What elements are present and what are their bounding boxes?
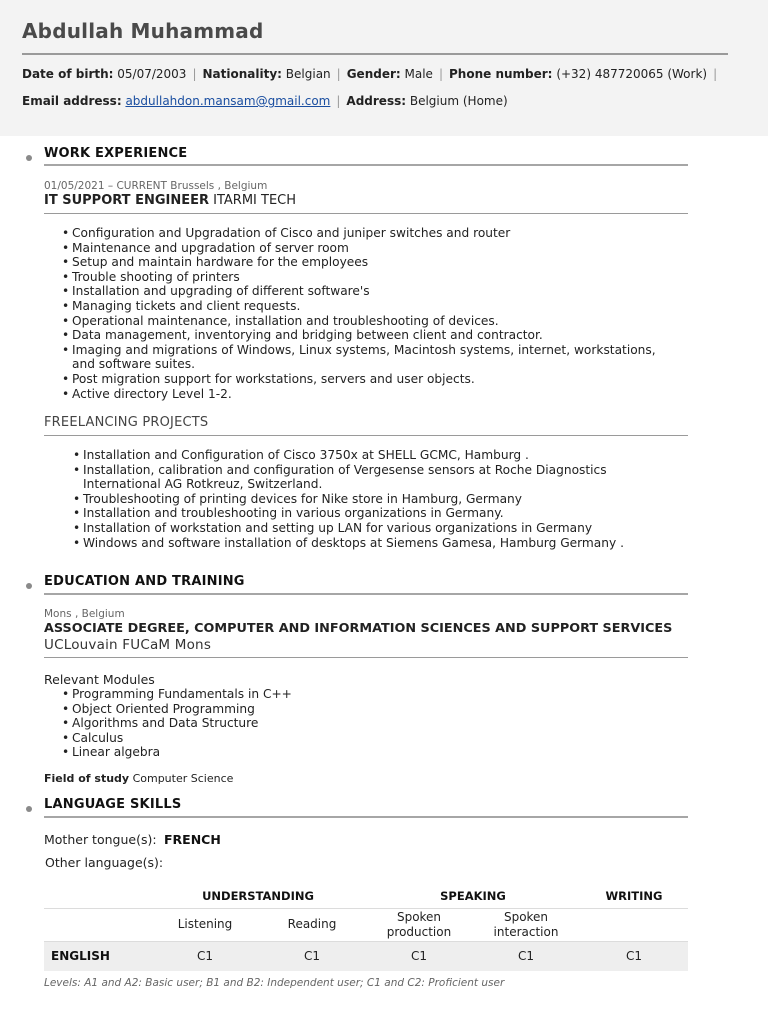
degree-title: ASSOCIATE DEGREE, COMPUTER AND INFORMATION SCIENCES AND SUPPORT SERVICES bbox=[44, 621, 673, 636]
section-bullet-icon bbox=[26, 155, 32, 161]
field-label: Field of study bbox=[44, 772, 130, 785]
list-item: • Troubleshooting of printing devices for Nike store in Hamburg, Germany bbox=[73, 492, 685, 507]
phone-item bbox=[449, 67, 707, 81]
job-company: ITARMI TECH bbox=[213, 193, 297, 208]
candidate-name: Abdullah Muhammad bbox=[22, 19, 264, 43]
levels-legend: Levels: A1 and A2: Basic user; B1 and B2: Independent user; C1 and C2: Proficient user bbox=[44, 977, 505, 989]
language-name: ENGLISH bbox=[51, 949, 110, 963]
header-speaking: SPEAKING bbox=[440, 889, 506, 903]
list-item: • Configuration and Upgradation of Cisco and juniper switches and router bbox=[62, 226, 677, 241]
table-row bbox=[44, 941, 688, 971]
job-responsibilities-list bbox=[62, 226, 677, 401]
section-bullet-icon bbox=[26, 806, 32, 812]
list-item: • Object Oriented Programming bbox=[62, 702, 462, 717]
list-item: • Imaging and migrations of Windows, Linux systems, Macintosh systems, internet, workstations, and software suites. bbox=[62, 343, 677, 372]
section-bullet-icon bbox=[26, 583, 32, 589]
separator: | bbox=[713, 67, 718, 81]
list-item: • Installation and Configuration of Cisco 3750x at SHELL GCMC, Hamburg . bbox=[73, 448, 685, 463]
list-item: • Calculus bbox=[62, 731, 462, 746]
job-meta: 01/05/2021 – CURRENT Brussels , Belgium bbox=[44, 180, 268, 192]
section-title-work: WORK EXPERIENCE bbox=[44, 146, 188, 161]
nationality-value: Belgian bbox=[285, 67, 331, 81]
section-divider bbox=[44, 164, 688, 166]
list-item: • Trouble shooting of printers bbox=[62, 270, 677, 285]
phone-label: Phone number: bbox=[449, 67, 553, 81]
dob-label: Date of birth: bbox=[22, 67, 114, 81]
level-reading: C1 bbox=[303, 949, 320, 963]
dob-value: 05/07/2003 bbox=[117, 67, 187, 81]
address-label: Address: bbox=[346, 94, 407, 108]
list-item: • Setup and maintain hardware for the employees bbox=[62, 255, 677, 270]
modules-list bbox=[62, 687, 462, 760]
subheader-reading: Reading bbox=[287, 917, 337, 931]
header-understanding: UNDERSTANDING bbox=[202, 889, 314, 903]
gender-value: Male bbox=[404, 67, 433, 81]
freelance-divider bbox=[44, 435, 688, 436]
section-divider bbox=[44, 593, 688, 595]
list-item: • Active directory Level 1-2. bbox=[62, 387, 677, 402]
level-listening: C1 bbox=[196, 949, 213, 963]
mother-tongue-value: FRENCH bbox=[164, 832, 221, 847]
phone-value: (+32) 487720065 (Work) bbox=[556, 67, 708, 81]
freelance-projects-list bbox=[73, 448, 685, 550]
contact-details-row bbox=[22, 94, 508, 108]
job-title bbox=[44, 193, 296, 208]
section-divider bbox=[44, 816, 688, 818]
separator: | bbox=[438, 67, 443, 81]
nationality-label: Nationality: bbox=[202, 67, 282, 81]
list-item: • Installation and upgrading of different software's bbox=[62, 284, 677, 299]
list-item: • Installation of workstation and setting up LAN for various organizations in Germany bbox=[73, 521, 685, 536]
list-item: • Algorithms and Data Structure bbox=[62, 716, 462, 731]
list-item: • Maintenance and upgradation of server room bbox=[62, 241, 677, 256]
separator: | bbox=[336, 94, 341, 108]
table-divider bbox=[44, 908, 688, 909]
job-divider bbox=[44, 213, 688, 214]
field-value: Computer Science bbox=[132, 772, 234, 785]
list-item: • Linear algebra bbox=[62, 745, 462, 760]
level-spoken-interaction: C1 bbox=[517, 949, 534, 963]
list-item: • Windows and software installation of desktops at Siemens Gamesa, Hamburg Germany . bbox=[73, 536, 685, 551]
subheader-spoken-production: Spoken production bbox=[386, 910, 452, 939]
separator: | bbox=[192, 67, 197, 81]
school-name: UCLouvain FUCaM Mons bbox=[44, 637, 212, 653]
header-writing: WRITING bbox=[605, 889, 663, 903]
field-of-study bbox=[44, 772, 233, 785]
subheader-listening: Listening bbox=[177, 917, 233, 931]
freelance-title: FREELANCING PROJECTS bbox=[44, 415, 209, 430]
personal-info-header bbox=[0, 0, 768, 136]
gender-item bbox=[347, 67, 433, 81]
level-writing: C1 bbox=[625, 949, 642, 963]
mother-tongue-label: Mother tongue(s): bbox=[44, 832, 157, 847]
section-title-education: EDUCATION AND TRAINING bbox=[44, 574, 245, 589]
subheader-spoken-interaction: Spoken interaction bbox=[493, 910, 559, 939]
list-item: • Operational maintenance, installation and troubleshooting of devices. bbox=[62, 314, 677, 329]
nationality-item bbox=[203, 67, 331, 81]
list-item: • Data management, inventorying and bridging between client and contractor. bbox=[62, 328, 677, 343]
table-divider bbox=[44, 941, 688, 942]
list-item: • Programming Fundamentals in C++ bbox=[62, 687, 462, 702]
job-role: IT SUPPORT ENGINEER bbox=[44, 193, 209, 208]
other-languages-label: Other language(s): bbox=[45, 855, 164, 870]
list-item: • Installation and troubleshooting in various organizations in Germany. bbox=[73, 506, 685, 521]
email-label: Email address: bbox=[22, 94, 122, 108]
address-value: Belgium (Home) bbox=[409, 94, 508, 108]
education-divider bbox=[44, 657, 688, 658]
list-item: • Managing tickets and client requests. bbox=[62, 299, 677, 314]
name-divider bbox=[22, 53, 728, 55]
gender-label: Gender: bbox=[346, 67, 401, 81]
separator: | bbox=[336, 67, 341, 81]
personal-details-row bbox=[22, 67, 723, 81]
level-spoken-production: C1 bbox=[410, 949, 427, 963]
email-link[interactable]: abdullahdon.mansam@gmail.com bbox=[125, 94, 331, 108]
list-item: • Installation, calibration and configuration of Vergesense sensors at Roche Diagnostics International AG Rotkreuz, Switzerland. bbox=[73, 463, 685, 492]
section-title-languages: LANGUAGE SKILLS bbox=[44, 797, 182, 812]
education-meta: Mons , Belgium bbox=[44, 608, 125, 620]
list-item: • Post migration support for workstations, servers and user objects. bbox=[62, 372, 677, 387]
dob-item bbox=[22, 67, 186, 81]
modules-label: Relevant Modules bbox=[44, 672, 155, 687]
